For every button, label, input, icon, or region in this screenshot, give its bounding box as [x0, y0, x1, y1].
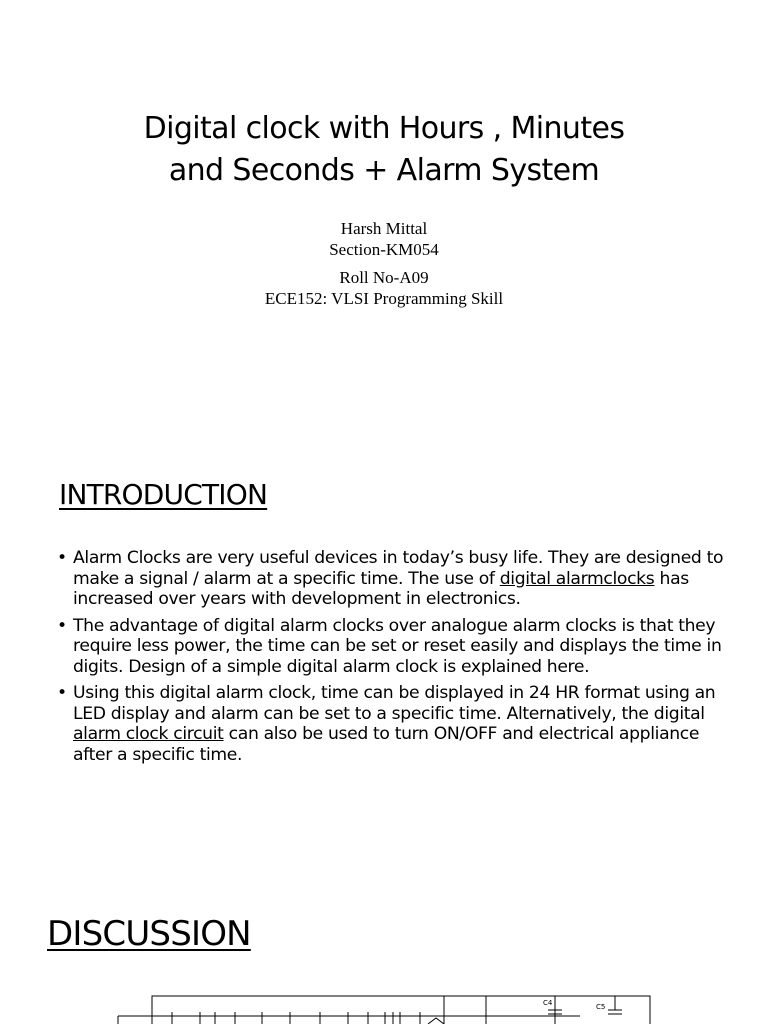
author-block: [0, 218, 768, 309]
introduction-bullet-list: [57, 548, 727, 771]
bullet-item: [57, 616, 727, 678]
title-line-1: Digital clock with Hours , Minutes: [143, 111, 625, 146]
bullet-text: The advantage of digital alarm clocks over analogue alarm clocks is that they require less power, the time can be set or reset easily and displays the time in digits. Design of a simple digital alarm clock is explained here.: [73, 615, 722, 677]
circuit-component-symbol: [428, 1018, 444, 1024]
slide-title: [0, 108, 768, 192]
bullet-text: can also be used to turn ON/OFF and electrical appliance after a specific time.: [73, 724, 700, 765]
author-course: ECE152: VLSI Programming Skill: [264, 289, 504, 308]
introduction-heading: INTRODUCTION: [59, 478, 268, 511]
digital-alarmclocks-link[interactable]: digital alarmclocks: [499, 568, 655, 589]
capacitor-c5-label: C5: [596, 1003, 606, 1011]
author-section: Section-KM054: [329, 240, 439, 259]
title-line-2: and Seconds + Alarm System: [168, 153, 600, 188]
bullet-text: Alarm Clocks are very useful devices in today’s busy life. They are designed to make a signal / alarm at a specific time. The use of: [73, 548, 724, 589]
capacitor-c4-label: C4: [543, 999, 553, 1007]
discussion-heading: DISCUSSION: [47, 914, 251, 954]
bullet-item: [57, 548, 727, 610]
bullet-text: has increased over years with development in electronics.: [73, 568, 689, 609]
author-name: Harsh Mittal: [340, 219, 428, 238]
alarm-clock-circuit-link[interactable]: alarm clock circuit: [73, 724, 224, 744]
author-roll: Roll No-A09: [339, 268, 429, 287]
circuit-diagram: [110, 988, 670, 1024]
bullet-text: Using this digital alarm clock, time can be displayed in 24 HR format using an LED display and alarm can be set to a specific time. Alternatively, the digital: [73, 683, 716, 724]
circuit-outer-wire: [152, 996, 650, 1024]
bullet-item: [57, 683, 727, 765]
